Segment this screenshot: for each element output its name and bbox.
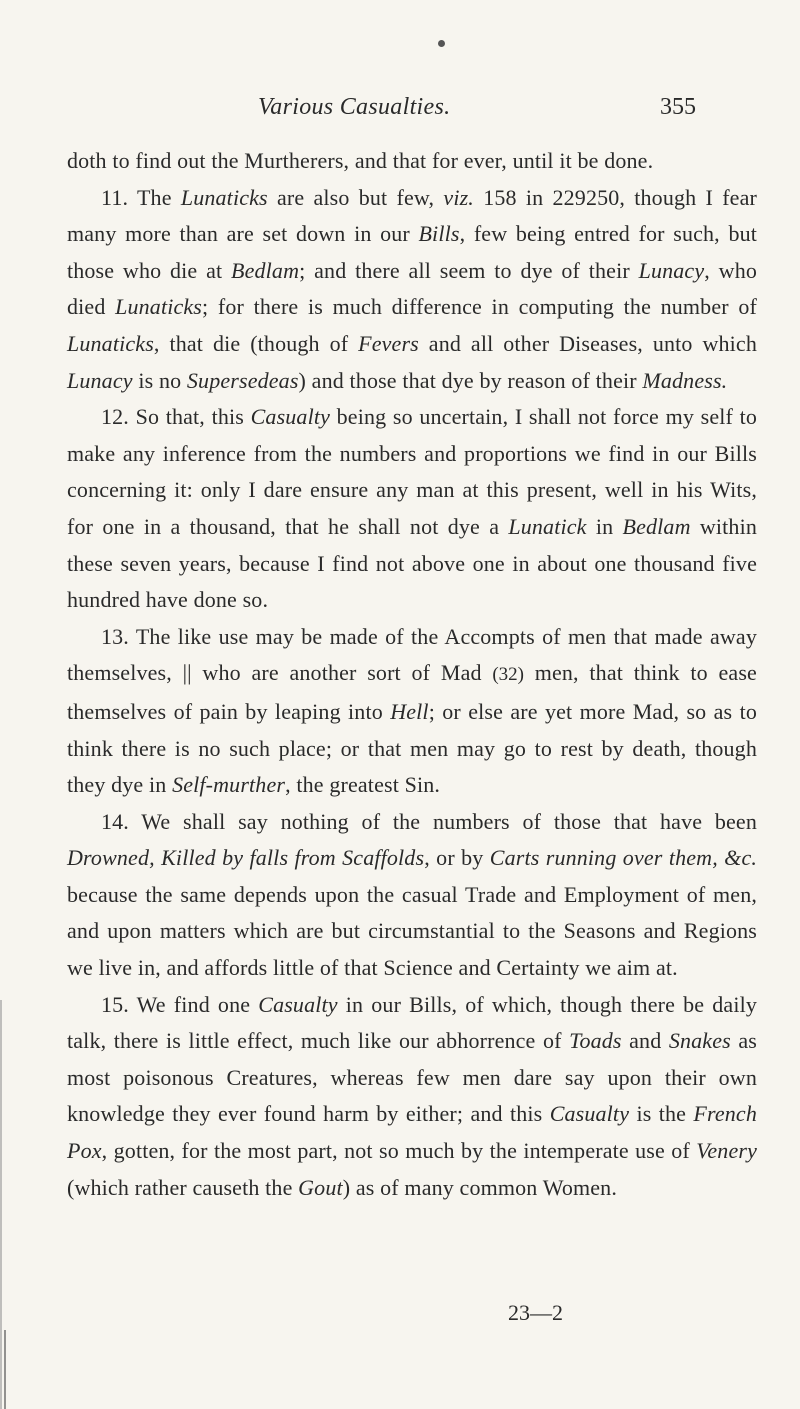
text-run: is no [132,367,187,393]
text-run: in our Bills, of which, though there be daily talk, there is little effect, much like our abhorrence of [67,991,757,1054]
text-run: doth to find out the Murtherers, and that for ever, until it be done. [67,148,654,173]
text-run: , gotten, for the most part, not so much by the intemperate use of [101,1138,697,1164]
italic-term: Casualty [549,1101,630,1127]
running-head-title: Various Casualties. [258,94,451,120]
italic-term: Drowned, Killed by falls from Scaffolds [67,845,425,871]
text-run: 158 in 229250, though I fear many more than are set down in our [67,184,757,247]
body-text [67,143,757,1206]
italic-term: Lunaticks [115,294,203,320]
italic-term: Self-murther [172,772,286,798]
italic-term: Snakes [668,1028,731,1054]
text-run: ; for there is much difference in computing the number of [202,294,757,320]
text-run: , or by [424,845,490,871]
text-run: because the same depends upon the casual Trade and Employment of men, and upon matters which are but circumstantial to the Seasons and Regions we live in, and affords little of that Science and Certainty we aim at. [67,881,757,981]
text-run: ) and those that dye by reason of their [298,367,643,393]
paragraph-p12 [67,399,757,619]
text-run: , few being entred for such, but those who die at [67,221,758,283]
paragraph-p15 [67,987,757,1207]
text-run: , who died [67,257,757,320]
margin-note: (32) [492,664,525,686]
paragraph-p13 [67,619,757,804]
text-run: 13. The like use may be made of the Accompts of men that made away themselves, || who are another sort of Mad [67,623,757,686]
text-run: and [621,1028,669,1054]
text-run: , that die (though of [153,330,359,356]
ink-dot [438,40,445,47]
text-run: ; or else are yet more Mad, so as to think there is no such place; or that men may go to rest by death, though they dye in [67,698,758,798]
paragraph-p14 [67,804,757,987]
paragraph-p-continued [67,143,757,180]
page-edge-shadow [0,1000,2,1409]
italic-term: Casualty [250,404,331,430]
text-run: 12. So that, this [101,404,251,430]
text-run: within these seven years, because I find not above one in about one thousand five hundred have done so. [67,513,757,613]
page-edge-shadow-dark [4,1330,6,1409]
italic-term: Fevers [358,330,419,356]
text-run: , the greatest Sin. [285,772,441,798]
italic-term: Venery [696,1138,757,1164]
text-run: men, that think to ease themselves of pain by leaping into [67,660,757,724]
italic-term: Lunacy [67,367,133,393]
italic-term: Carts running over them, &c. [489,845,758,871]
italic-term: Casualty [258,991,338,1017]
text-run: being so uncertain, I shall not force my self to make any inference from the numbers and proportions we find in our Bills concerning it: only I dare ensure any man at this present, well in his Wits, for one in a thousand, that he shall not dye a [67,404,758,539]
text-run: as most poisonous Creatures, whereas few men dare say upon their own knowledge they ever found harm by either; and this [67,1028,757,1127]
text-run: 15. We find one [101,991,259,1017]
text-run: are also but few, [267,184,444,210]
italic-term: Bills [418,221,460,247]
text-run: ) as of many common Women. [342,1174,617,1200]
text-run: in [586,513,623,539]
text-run: (which rather causeth the [67,1174,299,1200]
italic-term: Lunatick [508,513,587,539]
text-run: is the [629,1101,694,1127]
text-run: and all other Diseases, unto which [418,330,757,356]
italic-term: Lunaticks [180,184,268,210]
italic-term: viz. [443,184,474,210]
signature-mark: 23—2 [508,1300,563,1325]
italic-term: Madness. [642,367,728,393]
italic-term: Hell [390,698,429,724]
italic-term: Gout [298,1174,343,1200]
page-number: 355 [660,94,696,120]
text-run: 11. The [101,184,181,210]
italic-term: Bedlam [622,513,691,539]
italic-term: Toads [569,1028,622,1054]
text-run: 14. We shall say nothing of the numbers of those that have been [101,808,757,834]
italic-term: Bedlam [231,257,300,283]
paragraph-p11 [67,180,757,400]
text-run: ; and there all seem to dye of their [299,257,639,283]
italic-term: Lunacy [638,257,705,283]
italic-term: Supersedeas [186,367,299,393]
italic-term: French Pox [67,1101,757,1164]
italic-term: Lunaticks [67,330,154,356]
